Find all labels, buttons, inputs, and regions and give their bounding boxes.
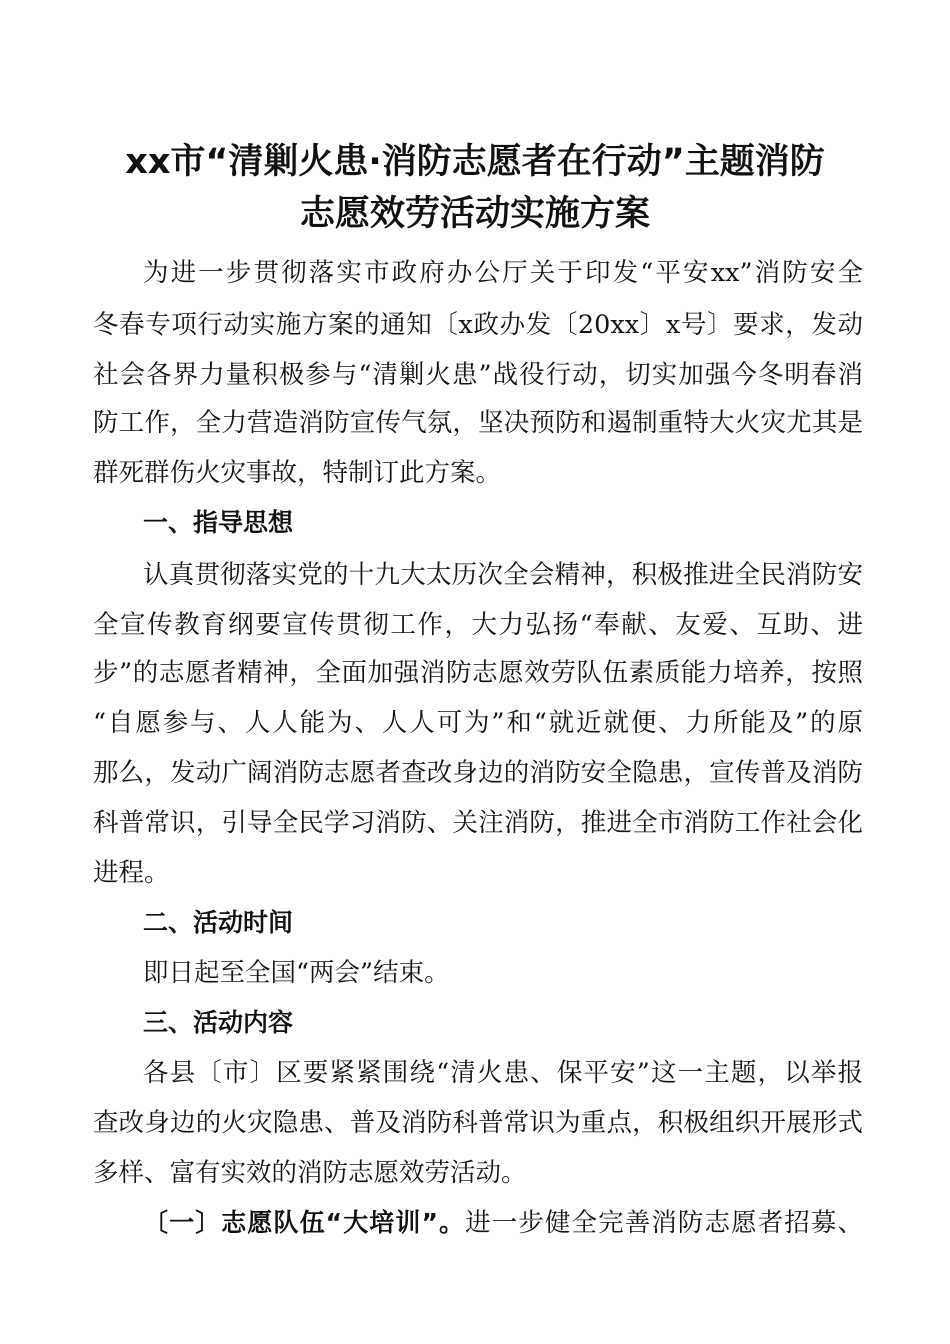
document-title-line-2: 志愿效劳活动实施方案 [299, 194, 650, 234]
section-heading: 三、活动内容 [143, 1008, 294, 1037]
subsection-1-heading: 〔一〕志愿队伍“大培训”。 [143, 1208, 466, 1237]
intro-line: 防工作，全力营造消防宣传气氛，坚决预防和遏制重特大火灾尤其是 [93, 408, 863, 438]
section-1-line: 进程。 [93, 858, 170, 888]
intro-line: 社会各界力量积极参与“清剿火患”战役行动，切实加强今冬明春消 [93, 360, 863, 390]
subsection-1-line [143, 1203, 863, 1243]
section-1-line: 那么，发动广阔消防志愿者查改身边的消防安全隐患，宣传普及消防 [93, 758, 863, 788]
section-1-line: 科普常识，引导全民学习消防、关注消防，推进全市消防工作社会化 [93, 808, 863, 838]
section-heading: 二、活动时间 [143, 908, 294, 937]
document-title-line-1: xx市“清剿火患·消防志愿者在行动”主题消防 [125, 142, 825, 182]
intro-line: 为进一步贯彻落实市政府办公厅关于印发“平安xx”消防安全 [143, 258, 863, 288]
section-2-line: 即日起至全国“两会”结束。 [143, 958, 450, 988]
section-1-line: 步”的志愿者精神，全面加强消防志愿效劳队伍素质能力培养，按照 [93, 658, 863, 688]
intro-line: 冬春专项行动实施方案的通知〔x政办发〔20xx〕x号〕要求，发动 [93, 310, 863, 340]
section-3-line: 多样、富有实效的消防志愿效劳活动。 [93, 1158, 527, 1188]
subsection-1-text: 进一步健全完善消防志愿者招募、 [465, 1208, 863, 1238]
section-1-line: “自愿参与、人人能为、人人可为”和“就近就便、力所能及”的原 [93, 708, 863, 738]
section-1-line: 认真贯彻落实党的十九大太历次全会精神，积极推进全民消防安 [143, 560, 863, 590]
section-3-line: 各县〔市〕区要紧紧围绕“清火患、保平安”这一主题，以举报 [143, 1058, 863, 1088]
section-1-line: 全宣传教育纲要宣传贯彻工作，大力弘扬“奉献、友爱、互助、进 [93, 610, 863, 640]
intro-line: 群死群伤火灾事故，特制订此方案。 [93, 458, 502, 488]
section-3-line: 查改身边的火灾隐患、普及消防科普常识为重点，积极组织开展形式 [93, 1108, 863, 1138]
section-heading: 一、指导思想 [143, 508, 294, 537]
